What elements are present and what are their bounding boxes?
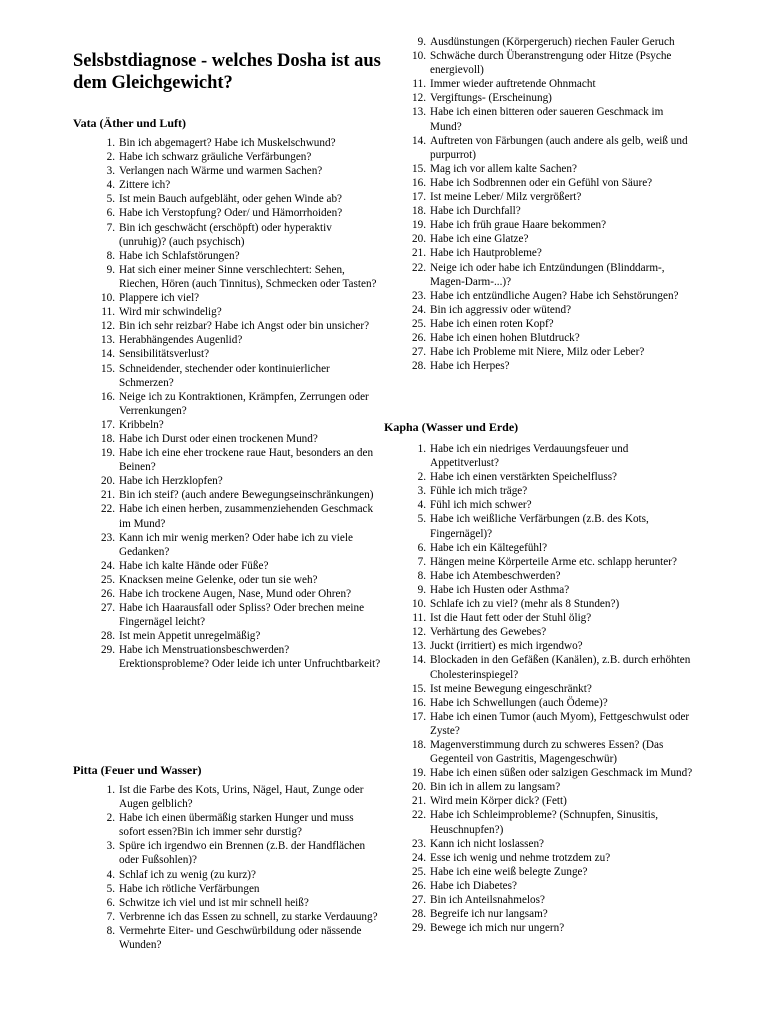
list-item [417,555,698,569]
list-item-text: Vergiftungs- (Erscheinung) [430,92,552,105]
list-item-number: 13. [412,106,426,119]
list-item-number: 12. [412,92,426,105]
list-item [106,783,381,811]
list-item-number: 4. [106,868,115,881]
list-item-number: 14. [412,654,426,667]
list-item-text: Verbrenne ich das Essen zu schnell, zu starke Verdauung? [119,910,378,923]
list-item [412,710,698,738]
kapha-list [412,442,698,935]
list-item-number: 11. [412,78,426,91]
list-item-number: 9. [106,263,115,276]
list-item-number: 26. [101,588,115,600]
list-item-number: 6. [106,207,115,220]
list-item-number: 15. [412,682,426,695]
list-item [101,362,381,390]
list-item-text: Habe ich rötliche Verfärbungen [119,882,260,895]
list-item-text: Knacksen meine Gelenke, oder tun sie weh? [119,573,318,586]
list-item-number: 27. [101,602,115,615]
list-item-text: Habe ich eine Glatze? [430,233,529,246]
list-item-number: 10. [412,50,426,63]
list-item-text: Magenverstimmung durch zu schweres Essen? (Das Gegenteil von Gastritis, Magengeschwür) [430,738,664,766]
list-item-number: 6. [417,541,426,554]
list-item [412,232,692,246]
list-item-text: Schneidender, stechender oder kontinuierlicher Schmerzen? [119,362,330,389]
list-item-number: 21. [101,489,115,502]
list-item-number: 25. [412,865,426,878]
list-item-text: Bin ich aggressiv oder wütend? [430,303,572,316]
list-item [412,77,692,91]
list-item-number: 19. [412,219,426,232]
list-item-text: Schlafe ich zu viel? (mehr als 8 Stunden?) [430,598,620,611]
list-item-number: 16. [412,696,426,709]
list-item-text: Esse ich wenig und nehme trotzdem zu? [430,851,611,864]
list-item-text: Spüre ich irgendwo ein Brennen (z.B. der Handflächen oder Fußsohlen)? [119,840,366,867]
list-item [412,696,698,710]
list-item-number: 26. [412,879,426,892]
list-item-text: Habe ich Schlafstörungen? [119,249,240,262]
list-item-text: Habe ich schwarz gräuliche Verfärbungen? [119,151,312,164]
list-item-text: Habe ich einen süßen oder salzigen Geschmack im Mund? [430,767,693,780]
list-item [412,359,692,373]
list-item-number: 7. [106,221,115,234]
list-item-number: 17. [412,191,426,204]
list-item-text: Habe ich früh graue Haare bekommen? [430,219,607,232]
list-item-text: Habe ich entzündliche Augen? Habe ich Sehstörungen? [430,289,679,302]
list-item-number: 29. [412,922,426,935]
pitta-heading: Pitta (Feuer und Wasser) [73,763,202,777]
list-item [412,851,698,865]
list-item-text: Fühl ich mich schwer? [430,499,532,512]
list-item [106,192,381,206]
list-item-text: Ausdünstungen (Körpergeruch) riechen Fauler Geruch [430,36,675,48]
list-item [412,345,692,359]
list-item [101,601,381,629]
list-item-text: Blockaden in den Gefäßen (Kanälen), z.B. durch erhöhten Cholesterinspiegel? [430,654,691,681]
list-item [417,35,692,49]
list-item [412,653,698,681]
list-item [417,541,698,555]
list-item [412,766,698,780]
list-item [101,390,381,418]
list-item-number: 8. [106,924,115,937]
list-item [106,882,381,896]
list-item-text: Habe ich Sodbrennen oder ein Gefühl von Säure? [430,176,653,189]
list-item-text: Habe ich weißliche Verfärbungen (z.B. des Kots, Fingernägel)? [430,513,649,540]
list-item [412,289,692,303]
list-item-text: Herabhängendes Augenlid? [119,334,243,347]
list-item [101,333,381,347]
list-item-number: 7. [417,555,426,568]
list-item [101,643,381,671]
list-item [417,512,698,540]
list-item-text: Habe ich Menstruationsbeschwerden? Erektionsprobleme? Oder leide ich unter Unfruchtbarkeit? [119,644,381,671]
list-item-number: 25. [101,573,115,586]
list-item-number: 6. [106,896,115,909]
list-item-text: Hängen meine Körperteile Arme etc. schlapp herunter? [430,555,677,568]
list-item-text: Sensibilitätsverlust? [119,348,210,361]
list-item-text: Bin ich abgemagert? Habe ich Muskelschwund? [119,137,336,149]
list-item [412,331,692,345]
list-item-number: 14. [101,348,115,361]
list-item [101,474,381,488]
list-item [412,162,692,176]
list-item-text: Hat sich einer meiner Sinne verschlechtert: Sehen, Riechen, Hören (auch Tinnitus), Schmecken oder Tasten? [119,263,377,290]
list-item-text: Plappere ich viel? [119,292,200,305]
list-item-number: 2. [106,812,115,825]
list-item-number: 5. [417,513,426,526]
list-item [412,639,698,653]
list-item [106,221,381,249]
list-item [412,865,698,879]
list-item-text: Habe ich ein niedriges Verdauungsfeuer und Appetitverlust? [430,443,629,470]
list-item-text: Bin ich Anteilsnahmelos? [430,894,545,906]
list-item-number: 10. [101,292,115,305]
list-item-number: 18. [412,205,426,218]
list-item [106,924,381,952]
list-item-number: 12. [412,626,426,639]
list-item-text: Habe ich Haarausfall oder Spliss? Oder brechen meine Fingernägel leicht? [119,602,365,629]
list-item [106,178,381,192]
list-item-number: 5. [106,882,115,895]
list-item-number: 28. [412,360,426,373]
list-item-text: Neige ich zu Kontraktionen, Krämpfen, Zerrungen oder Verrenkungen? [119,390,369,417]
list-item [101,502,381,530]
list-item-number: 22. [412,809,426,822]
list-item-text: Schwäche durch Überanstrengung oder Hitze (Psyche energievoll) [430,50,672,77]
list-item-number: 20. [412,233,426,246]
list-item-number: 22. [101,503,115,516]
list-item-number: 16. [101,390,115,403]
list-item-text: Habe ich einen hohen Blutdruck? [430,331,580,344]
list-item-text: Ist mein Bauch aufgebläht, oder gehen Winde ab? [119,193,343,206]
list-item [101,347,381,361]
list-item-text: Zittere ich? [119,179,171,192]
list-item [412,907,698,921]
list-item-number: 24. [101,559,115,572]
list-item [101,446,381,474]
list-item [412,780,698,794]
list-item-number: 21. [412,247,426,260]
list-item-number: 17. [101,418,115,431]
list-item-number: 19. [101,447,115,460]
list-item-number: 4. [417,499,426,512]
list-item-number: 16. [412,176,426,189]
list-item-number: 17. [412,710,426,723]
list-item [412,682,698,696]
list-item-text: Kann ich nicht loslassen? [430,837,545,850]
list-item-text: Kann ich mir wenig merken? Oder habe ich zu viele Gedanken? [119,531,353,558]
list-item-number: 18. [412,738,426,751]
list-item-text: Habe ich eine eher trockene raue Haut, besonders an den Beinen? [119,447,374,474]
list-item [412,794,698,808]
page-title: Selsbstdiagnose - welches Dosha ist aus dem Gleichgewicht? [73,51,381,93]
list-item [417,498,698,512]
list-item-text: Habe ich Diabetes? [430,879,517,892]
list-item-number: 7. [106,910,115,923]
list-item-text: Bin ich sehr reizbar? Habe ich Angst oder bin unsicher? [119,320,370,333]
list-item [106,263,381,291]
list-item [106,206,381,220]
list-item-number: 2. [106,151,115,164]
list-item-number: 11. [412,612,426,625]
list-item-number: 25. [412,317,426,330]
list-item [412,204,692,218]
list-item-text: Habe ich einen herben, zusammenziehenden Geschmack im Mund? [119,503,374,530]
list-item-number: 28. [101,630,115,643]
list-item-number: 8. [417,569,426,582]
list-item-number: 1. [106,784,115,796]
list-item-number: 9. [417,36,426,48]
list-item-text: Habe ich trockene Augen, Nase, Mund oder Ohren? [119,588,352,600]
list-item [106,839,381,867]
list-item-number: 23. [412,289,426,302]
list-item-number: 4. [106,179,115,192]
vata-heading: Vata (Äther und Luft) [73,116,187,130]
list-item-text: Wird mein Körper dick? (Fett) [430,795,567,808]
list-item-number: 14. [412,134,426,147]
list-item [412,218,692,232]
list-item-number: 19. [412,767,426,780]
list-item-text: Immer wieder auftretende Ohnmacht [430,78,596,91]
list-item-text: Habe ich einen roten Kopf? [430,317,554,330]
list-item-number: 13. [101,334,115,347]
list-item [101,418,381,432]
list-item-number: 24. [412,851,426,864]
list-item-number: 9. [417,583,426,596]
list-item-text: Ist mein Appetit unregelmäßig? [119,630,261,643]
list-item [101,531,381,559]
list-item-text: Begreife ich nur langsam? [430,908,548,921]
list-item-number: 20. [412,781,426,794]
list-item-text: Ist die Haut fett oder der Stuhl ölig? [430,612,592,625]
list-item-number: 15. [412,162,426,175]
list-item-text: Habe ich Schwellungen (auch Ödeme)? [430,696,608,709]
list-item [101,319,381,333]
list-item [412,246,692,260]
list-item [101,559,381,573]
list-item [417,484,698,498]
list-item-number: 22. [412,261,426,274]
list-item-text: Habe ich Herpes? [430,360,510,373]
vata-list [101,136,381,672]
list-item-number: 5. [106,193,115,206]
list-item-number: 15. [101,362,115,375]
list-item [412,893,698,907]
list-item-number: 10. [412,598,426,611]
list-item [412,261,692,289]
list-item [412,105,692,133]
list-item-text: Habe ich Hautprobleme? [430,247,542,260]
list-item-text: Habe ich Durchfall? [430,205,521,218]
list-item-text: Mag ich vor allem kalte Sachen? [430,162,577,175]
list-item-text: Ist meine Leber/ Milz vergrößert? [430,191,582,204]
list-item-number: 11. [101,306,115,319]
list-item-number: 23. [412,837,426,850]
list-item-text: Habe ich Atembeschwerden? [430,569,561,582]
list-item [412,190,692,204]
list-item-text: Habe ich Herzklopfen? [119,475,223,488]
list-item [412,837,698,851]
list-item-number: 3. [106,165,115,178]
list-item-text: Wird mir schwindelig? [119,306,222,319]
list-item [412,91,692,105]
list-item [106,164,381,178]
list-item-text: Habe ich Verstopfung? Oder/ und Hämorrhoiden? [119,207,343,220]
list-item-number: 12. [101,320,115,333]
list-item-text: Kribbeln? [119,418,164,431]
list-item [412,134,692,162]
list-item [412,303,692,317]
list-item-text: Vermehrte Eiter- und Geschwürbildung oder nässende Wunden? [119,924,362,952]
list-item-number: 2. [417,471,426,484]
list-item [412,611,698,625]
list-item-text: Bin ich geschwächt (erschöpft) oder hyperaktiv (unruhig)? (auch psychisch) [119,221,332,248]
list-item [412,176,692,190]
list-item-number: 24. [412,303,426,316]
list-item [106,150,381,164]
list-item [101,305,381,319]
kapha-heading: Kapha (Wasser und Erde) [384,420,519,434]
list-item-text: Bin ich in allem zu langsam? [430,781,561,794]
list-item [101,629,381,643]
list-item-text: Verlangen nach Wärme und warmen Sachen? [119,165,323,178]
list-item [412,879,698,893]
list-item-number: 27. [412,894,426,906]
list-item [412,921,698,935]
list-item-text: Bin ich steif? (auch andere Bewegungseinschränkungen) [119,489,374,502]
list-item [106,811,381,839]
list-item-text: Habe ich kalte Hände oder Füße? [119,559,269,572]
list-item [417,583,698,597]
list-item-number: 18. [101,432,115,445]
list-item [101,291,381,305]
list-item-text: Schwitze ich viel und ist mir schnell heiß? [119,896,309,909]
pitta-list-continued [412,35,692,373]
pitta-list [106,783,381,952]
list-item-text: Schlaf ich zu wenig (zu kurz)? [119,868,256,881]
list-item-number: 27. [412,346,426,359]
list-item-text: Habe ich einen übermäßig starken Hunger und muss sofort essen?Bin ich immer sehr durstig? [119,812,354,839]
list-item-text: Habe ich Durst oder einen trockenen Mund? [119,432,318,445]
list-item [101,488,381,502]
list-item [101,587,381,601]
list-item-number: 13. [412,640,426,653]
list-item-number: 23. [101,531,115,544]
list-item [412,738,698,766]
list-item-text: Bewege ich mich nur ungern? [430,922,565,935]
list-item-text: Habe ich Probleme mit Niere, Milz oder Leber? [430,346,645,359]
list-item-text: Fühle ich mich träge? [430,485,528,498]
list-item [106,868,381,882]
list-item [106,910,381,924]
list-item-number: 26. [412,331,426,344]
list-item-text: Juckt (irritiert) es mich irgendwo? [430,640,583,653]
list-item [101,432,381,446]
list-item-number: 1. [417,443,426,455]
list-item [417,470,698,484]
list-item-number: 28. [412,908,426,921]
list-item [417,569,698,583]
list-item-number: 3. [417,485,426,498]
list-item [412,49,692,77]
list-item-number: 29. [101,644,115,657]
list-item-text: Habe ich Husten oder Asthma? [430,583,570,596]
list-item [106,136,381,150]
list-item [412,317,692,331]
list-item [417,442,698,470]
list-item-text: Ist die Farbe des Kots, Urins, Nägel, Haut, Zunge oder Augen gelblich? [119,784,364,811]
list-item-number: 20. [101,475,115,488]
list-item [412,808,698,836]
list-item-number: 3. [106,840,115,853]
list-item [106,249,381,263]
list-item-number: 21. [412,795,426,808]
list-item-text: Auftreten von Färbungen (auch andere als gelb, weiß und purpurrot) [430,134,688,161]
list-item-text: Habe ich einen Tumor (auch Myom), Fettgeschwulst oder Zyste? [430,710,690,737]
list-item-text: Habe ich eine weiß belegte Zunge? [430,865,588,878]
list-item-number: 8. [106,249,115,262]
list-item [106,896,381,910]
list-item-text: Neige ich oder habe ich Entzündungen (Blinddarm-, Magen-Darm-...)? [430,261,665,288]
list-item [412,625,698,639]
list-item [101,573,381,587]
list-item-number: 1. [106,137,115,149]
list-item-text: Habe ich ein Kältegefühl? [430,541,548,554]
list-item-text: Habe ich einen bitteren oder saueren Geschmack im Mund? [430,106,664,133]
list-item-text: Verhärtung des Gewebes? [430,626,547,639]
list-item-text: Habe ich Schleimprobleme? (Schnupfen, Sinusitis, Heuschnupfen?) [430,809,659,836]
list-item-text: Habe ich einen verstärkten Speichelfluss? [430,471,618,484]
list-item-text: Ist meine Bewegung eingeschränkt? [430,682,592,695]
list-item [412,597,698,611]
